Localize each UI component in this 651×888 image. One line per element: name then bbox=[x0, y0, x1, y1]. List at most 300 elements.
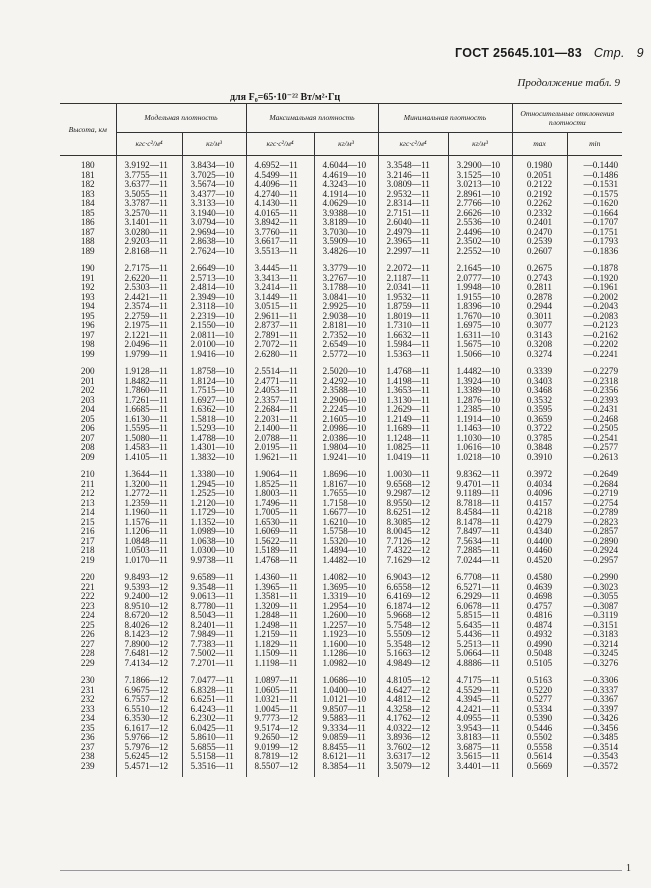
max-kg-cell: 3.9388—10 bbox=[314, 209, 378, 219]
max-kgs-cell: 3.3413—11 bbox=[246, 274, 314, 284]
max-kgs-cell: 3.8942—11 bbox=[246, 218, 314, 228]
min-kg-cell: 1.9155—10 bbox=[448, 293, 512, 303]
model-kgs-cell: 1.3200—11 bbox=[116, 480, 182, 490]
max-kgs-cell: 3.4445—11 bbox=[246, 264, 314, 274]
min-kg-cell: 1.6311—10 bbox=[448, 331, 512, 341]
min-kg-cell: 6.2929—11 bbox=[448, 592, 512, 602]
model-kg-cell: 1.2945—10 bbox=[182, 480, 246, 490]
model-kgs-cell: 2.0496—11 bbox=[116, 340, 182, 350]
height-cell: 184 bbox=[80, 198, 95, 208]
rel-max-cell: 0.5446 bbox=[512, 724, 567, 734]
model-kg-cell: 1.1729—10 bbox=[182, 508, 246, 518]
rel-max-cell: 0.3274 bbox=[512, 350, 567, 360]
min-header: min bbox=[567, 133, 622, 156]
doc-header bbox=[455, 46, 644, 60]
model-kg-cell: 2.3949—10 bbox=[182, 293, 246, 303]
rel-max-cell: 0.2262 bbox=[512, 199, 567, 209]
model-kgs-cell: 3.1401—11 bbox=[116, 218, 182, 228]
max-kgs-cell: 1.2848—11 bbox=[246, 611, 314, 621]
rel-min-cell: —0.1486 bbox=[567, 171, 622, 181]
rel-min-cell: —0.1440 bbox=[567, 161, 622, 171]
max-kg-cell: 3.1788—10 bbox=[314, 283, 378, 293]
min-kg-cell: 8.7818—11 bbox=[448, 499, 512, 509]
max-kg-cell: 8.6121—11 bbox=[314, 752, 378, 762]
height-cell: 193 bbox=[80, 291, 95, 302]
height-cell: 186 bbox=[80, 217, 95, 227]
min-kgs-cell: 8.3085—12 bbox=[378, 518, 448, 528]
max-kgs-cell: 4.0165—11 bbox=[246, 209, 314, 219]
model-kg-cell: 2.4814—10 bbox=[182, 283, 246, 293]
rel-min-cell: —0.2684 bbox=[567, 480, 622, 490]
min-kgs-cell: 3.0809—11 bbox=[378, 180, 448, 190]
unit-kgs-header: кгс·с²/м⁴ bbox=[116, 133, 182, 156]
max-kgs-cell: 4.4096—11 bbox=[246, 180, 314, 190]
model-kgs-cell: 6.1617—12 bbox=[116, 724, 182, 734]
min-kg-cell: 1.4482—10 bbox=[448, 367, 512, 377]
model-kg-cell: 6.2302—11 bbox=[182, 714, 246, 724]
rel-min-cell: —0.2924 bbox=[567, 546, 622, 556]
max-kg-cell: 1.8696—10 bbox=[314, 470, 378, 480]
max-kg-cell: 1.5320—10 bbox=[314, 537, 378, 547]
max-kg-cell: 2.9925—10 bbox=[314, 302, 378, 312]
min-kg-cell: 3.1525—10 bbox=[448, 171, 512, 181]
max-kg-cell: 3.0841—10 bbox=[314, 293, 378, 303]
table-row bbox=[60, 453, 622, 463]
model-kg-cell: 9.3548—11 bbox=[182, 583, 246, 593]
height-cell: 233 bbox=[80, 703, 95, 714]
model-kgs-cell: 1.2359—11 bbox=[116, 499, 182, 509]
max-kgs-cell: 3.6617—11 bbox=[246, 237, 314, 247]
height-cell: 197 bbox=[80, 329, 95, 340]
rel-max-cell: 0.2401 bbox=[512, 218, 567, 228]
model-kgs-cell: 6.5510—12 bbox=[116, 705, 182, 715]
max-kgs-cell: 8.5507—12 bbox=[246, 762, 314, 772]
max-kgs-cell: 4.2740—11 bbox=[246, 190, 314, 200]
min-kg-cell: 5.6435—11 bbox=[448, 621, 512, 631]
max-kg-cell: 1.0400—10 bbox=[314, 686, 378, 696]
height-cell: 239 bbox=[80, 760, 95, 771]
unit-kgs-header: кгс·с²/м⁴ bbox=[246, 133, 314, 156]
max-kg-cell: 1.0121—10 bbox=[314, 695, 378, 705]
rel-min-cell: —0.3367 bbox=[567, 695, 622, 705]
min-kgs-cell: 2.0341—11 bbox=[378, 283, 448, 293]
max-header: max bbox=[512, 133, 567, 156]
min-kg-cell: 1.8396—10 bbox=[448, 302, 512, 312]
rel-max-cell: 0.4520 bbox=[512, 556, 567, 566]
min-kgs-cell: 7.7126—12 bbox=[378, 537, 448, 547]
max-kgs-cell: 9.5174—12 bbox=[246, 724, 314, 734]
max-kgs-cell: 2.7072—11 bbox=[246, 340, 314, 350]
model-kgs-cell: 1.1206—11 bbox=[116, 527, 182, 537]
min-kg-cell: 5.2513—11 bbox=[448, 640, 512, 650]
rel-min-cell: —0.1751 bbox=[567, 228, 622, 238]
rel-max-cell: 0.2607 bbox=[512, 247, 567, 257]
min-kg-cell: 1.0616—10 bbox=[448, 443, 512, 453]
rel-min-cell: —0.1836 bbox=[567, 247, 622, 257]
max-kgs-cell: 9.2650—12 bbox=[246, 733, 314, 743]
min-kgs-cell: 2.2997—11 bbox=[378, 247, 448, 257]
max-kg-cell: 4.6044—10 bbox=[314, 161, 378, 171]
min-kgs-cell: 1.6632—11 bbox=[378, 331, 448, 341]
min-kgs-cell: 4.9849—12 bbox=[378, 659, 448, 669]
min-kg-cell: 1.9948—10 bbox=[448, 283, 512, 293]
rel-max-cell: 0.3208 bbox=[512, 340, 567, 350]
rel-max-cell: 0.5220 bbox=[512, 686, 567, 696]
height-cell: 185 bbox=[80, 207, 95, 218]
height-cell: 222 bbox=[80, 591, 95, 601]
rel-min-cell: —0.2393 bbox=[567, 396, 622, 406]
model-kg-cell: 1.2120—10 bbox=[182, 499, 246, 509]
min-kgs-cell: 1.4198—11 bbox=[378, 377, 448, 387]
model-kgs-cell: 2.7175—11 bbox=[116, 264, 182, 274]
model-kgs-cell: 6.3530—12 bbox=[116, 714, 182, 724]
table-row bbox=[60, 556, 622, 566]
height-cell: 230 bbox=[80, 675, 95, 685]
model-kg-cell: 2.7624—10 bbox=[182, 247, 246, 257]
rel-max-cell: 0.3011 bbox=[512, 312, 567, 322]
min-kg-cell: 3.6875—11 bbox=[448, 743, 512, 753]
model-kg-cell: 1.3832—10 bbox=[182, 453, 246, 463]
max-kgs-cell: 3.2414—11 bbox=[246, 283, 314, 293]
max-kgs-cell: 2.8737—11 bbox=[246, 321, 314, 331]
model-kgs-cell: 7.6481—12 bbox=[116, 649, 182, 659]
model-kgs-cell: 1.4583—11 bbox=[116, 443, 182, 453]
max-kgs-cell: 1.0045—11 bbox=[246, 705, 314, 715]
rel-max-cell: 0.5558 bbox=[512, 743, 567, 753]
min-kgs-cell: 3.2146—11 bbox=[378, 171, 448, 181]
min-kgs-cell: 3.8936—12 bbox=[378, 733, 448, 743]
height-cell: 235 bbox=[80, 722, 95, 733]
rel-max-cell: 0.3077 bbox=[512, 321, 567, 331]
max-kg-cell: 1.6677—10 bbox=[314, 508, 378, 518]
rel-min-cell: —0.3151 bbox=[567, 621, 622, 631]
rel-min-cell: —0.2754 bbox=[567, 499, 622, 509]
min-kgs-cell: 2.4979—11 bbox=[378, 228, 448, 238]
rel-max-cell: 0.3659 bbox=[512, 415, 567, 425]
min-kg-cell: 2.1645—10 bbox=[448, 264, 512, 274]
max-kgs-cell: 4.1430—11 bbox=[246, 199, 314, 209]
rel-max-cell: 0.2878 bbox=[512, 293, 567, 303]
rel-min-cell: —0.2957 bbox=[567, 556, 622, 566]
height-cell: 204 bbox=[80, 404, 95, 414]
model-kgs-cell: 8.4026—12 bbox=[116, 621, 182, 631]
height-cell: 199 bbox=[80, 348, 95, 359]
min-kg-cell: 4.2421—11 bbox=[448, 705, 512, 715]
rel-min-cell: —0.3245 bbox=[567, 649, 622, 659]
max-kgs-cell: 2.4053—11 bbox=[246, 386, 314, 396]
model-kgs-cell: 2.2759—11 bbox=[116, 312, 182, 322]
model-kgs-cell: 6.7557—12 bbox=[116, 695, 182, 705]
model-kg-cell: 9.6589—11 bbox=[182, 573, 246, 583]
rel-max-cell: 0.2944 bbox=[512, 302, 567, 312]
max-kgs-cell: 3.5513—11 bbox=[246, 247, 314, 257]
min-kg-cell: 2.2552—10 bbox=[448, 247, 512, 257]
model-kgs-cell: 1.7261—11 bbox=[116, 396, 182, 406]
max-kg-cell: 2.7352—10 bbox=[314, 331, 378, 341]
height-cell: 226 bbox=[80, 629, 95, 639]
rel-max-cell: 0.5163 bbox=[512, 676, 567, 686]
table-subtitle: для F₀=65·10⁻²² Вт/м²·Гц bbox=[230, 92, 341, 103]
model-kgs-cell: 2.1975—11 bbox=[116, 321, 182, 331]
min-kg-cell: 2.8961—10 bbox=[448, 190, 512, 200]
rel-min-cell: —0.3023 bbox=[567, 583, 622, 593]
max-kgs-cell: 2.0195—11 bbox=[246, 443, 314, 453]
height-cell: 202 bbox=[80, 385, 95, 395]
model-kg-cell: 1.2525—10 bbox=[182, 489, 246, 499]
min-kgs-cell: 3.6317—12 bbox=[378, 752, 448, 762]
rel-min-cell: —0.1531 bbox=[567, 180, 622, 190]
height-cell: 183 bbox=[80, 188, 95, 199]
height-cell: 192 bbox=[80, 282, 95, 292]
model-kg-cell: 5.8610—11 bbox=[182, 733, 246, 743]
model-kg-cell: 1.1352—10 bbox=[182, 518, 246, 528]
unit-kg-header: кг/м³ bbox=[314, 133, 378, 156]
height-cell: 207 bbox=[80, 432, 95, 443]
height-cell: 187 bbox=[80, 226, 95, 237]
model-kg-cell: 3.1940—10 bbox=[182, 209, 246, 219]
height-cell: 229 bbox=[80, 657, 95, 668]
max-kgs-cell: 3.0515—11 bbox=[246, 302, 314, 312]
model-kgs-cell: 3.6377—11 bbox=[116, 180, 182, 190]
rel-max-cell: 0.4096 bbox=[512, 489, 567, 499]
model-kg-cell: 7.2701—11 bbox=[182, 659, 246, 669]
model-kg-cell: 1.8758—10 bbox=[182, 367, 246, 377]
rel-max-cell: 0.3143 bbox=[512, 331, 567, 341]
max-kg-cell: 1.9241—10 bbox=[314, 453, 378, 463]
height-cell: 180 bbox=[80, 160, 95, 170]
height-cell: 234 bbox=[80, 713, 95, 723]
max-kg-cell: 8.3854—11 bbox=[314, 762, 378, 772]
max-kgs-cell: 1.6069—11 bbox=[246, 527, 314, 537]
col-model-density-header: Модельная плотность bbox=[116, 104, 246, 133]
min-kgs-cell: 1.1689—11 bbox=[378, 424, 448, 434]
min-kg-cell: 9.8362—11 bbox=[448, 470, 512, 480]
model-kg-cell: 1.6362—10 bbox=[182, 405, 246, 415]
model-kgs-cell: 9.8493—12 bbox=[116, 573, 182, 583]
model-kg-cell: 3.3133—10 bbox=[182, 199, 246, 209]
max-kg-cell: 1.9804—10 bbox=[314, 443, 378, 453]
min-kg-cell: 6.7708—11 bbox=[448, 573, 512, 583]
max-kgs-cell: 4.5499—11 bbox=[246, 171, 314, 181]
rel-max-cell: 0.3722 bbox=[512, 424, 567, 434]
model-kg-cell: 6.6251—11 bbox=[182, 695, 246, 705]
model-kgs-cell: 1.0503—11 bbox=[116, 546, 182, 556]
max-kg-cell: 1.6210—10 bbox=[314, 518, 378, 528]
max-kg-cell: 1.3319—10 bbox=[314, 592, 378, 602]
min-kg-cell: 2.4496—10 bbox=[448, 228, 512, 238]
model-kg-cell: 3.4377—10 bbox=[182, 190, 246, 200]
rel-max-cell: 0.3972 bbox=[512, 470, 567, 480]
max-kgs-cell: 2.2031—11 bbox=[246, 415, 314, 425]
rel-min-cell: —0.3397 bbox=[567, 705, 622, 715]
max-kg-cell: 1.7655—10 bbox=[314, 489, 378, 499]
max-kgs-cell: 1.9064—11 bbox=[246, 470, 314, 480]
rel-max-cell: 0.4218 bbox=[512, 508, 567, 518]
rel-max-cell: 0.3595 bbox=[512, 405, 567, 415]
min-kg-cell: 2.6626—10 bbox=[448, 209, 512, 219]
rel-max-cell: 0.5390 bbox=[512, 714, 567, 724]
model-kg-cell: 1.6927—10 bbox=[182, 396, 246, 406]
max-kgs-cell: 1.8525—11 bbox=[246, 480, 314, 490]
min-kgs-cell: 1.5363—11 bbox=[378, 350, 448, 360]
min-kgs-cell: 1.9532—11 bbox=[378, 293, 448, 303]
max-kgs-cell: 9.7773—12 bbox=[246, 714, 314, 724]
model-kgs-cell: 8.9510—12 bbox=[116, 602, 182, 612]
rel-min-cell: —0.3456 bbox=[567, 724, 622, 734]
min-kg-cell: 7.2885—11 bbox=[448, 546, 512, 556]
height-cell: 236 bbox=[80, 732, 95, 742]
height-cell: 209 bbox=[80, 451, 95, 462]
height-cell: 237 bbox=[80, 741, 95, 752]
max-kgs-cell: 1.7005—11 bbox=[246, 508, 314, 518]
max-kgs-cell: 1.2498—11 bbox=[246, 621, 314, 631]
model-kgs-cell: 5.6245—12 bbox=[116, 752, 182, 762]
min-kg-cell: 3.2900—10 bbox=[448, 161, 512, 171]
max-kg-cell: 2.4292—10 bbox=[314, 377, 378, 387]
model-kgs-cell: 1.9799—11 bbox=[116, 350, 182, 360]
model-kgs-cell: 5.7976—12 bbox=[116, 743, 182, 753]
rel-min-cell: —0.2083 bbox=[567, 312, 622, 322]
rel-max-cell: 0.4034 bbox=[512, 480, 567, 490]
min-kgs-cell: 2.9532—11 bbox=[378, 190, 448, 200]
height-cell: 191 bbox=[80, 272, 95, 283]
rel-max-cell: 0.2051 bbox=[512, 171, 567, 181]
rel-min-cell: —0.2577 bbox=[567, 443, 622, 453]
height-cell: 200 bbox=[80, 366, 95, 376]
min-kgs-cell: 1.3653—11 bbox=[378, 386, 448, 396]
min-kg-cell: 5.0664—11 bbox=[448, 649, 512, 659]
rel-max-cell: 0.4639 bbox=[512, 583, 567, 593]
max-kgs-cell: 1.5189—11 bbox=[246, 546, 314, 556]
rel-min-cell: —0.2613 bbox=[567, 453, 622, 463]
max-kg-cell: 8.8455—11 bbox=[314, 743, 378, 753]
table-row bbox=[60, 350, 622, 360]
height-cell: 216 bbox=[80, 526, 95, 536]
max-kg-cell: 9.8507—11 bbox=[314, 705, 378, 715]
model-kgs-cell: 2.3574—11 bbox=[116, 302, 182, 312]
min-kgs-cell: 2.8314—11 bbox=[378, 199, 448, 209]
rel-min-cell: —0.2279 bbox=[567, 367, 622, 377]
rel-max-cell: 0.4157 bbox=[512, 499, 567, 509]
rel-min-cell: —0.3485 bbox=[567, 733, 622, 743]
min-kg-cell: 9.1189—11 bbox=[448, 489, 512, 499]
rel-max-cell: 0.5614 bbox=[512, 752, 567, 762]
min-kg-cell: 8.4584—11 bbox=[448, 508, 512, 518]
rel-min-cell: —0.3214 bbox=[567, 640, 622, 650]
table-row bbox=[60, 659, 622, 669]
max-kg-cell: 4.4619—10 bbox=[314, 171, 378, 181]
min-kg-cell: 3.8183—11 bbox=[448, 733, 512, 743]
max-kg-cell: 4.1914—10 bbox=[314, 190, 378, 200]
max-kgs-cell: 2.7891—11 bbox=[246, 331, 314, 341]
model-kg-cell: 3.7025—10 bbox=[182, 171, 246, 181]
model-kg-cell: 1.0300—10 bbox=[182, 546, 246, 556]
max-kgs-cell: 2.9611—11 bbox=[246, 312, 314, 322]
model-kg-cell: 5.3516—11 bbox=[182, 762, 246, 772]
min-kg-cell: 3.5615—11 bbox=[448, 752, 512, 762]
model-kg-cell: 6.0425—11 bbox=[182, 724, 246, 734]
max-kgs-cell: 4.6952—11 bbox=[246, 161, 314, 171]
height-cell: 210 bbox=[80, 469, 95, 479]
min-kgs-cell: 3.7602—12 bbox=[378, 743, 448, 753]
max-kgs-cell: 2.3357—11 bbox=[246, 396, 314, 406]
min-kgs-cell: 1.2149—11 bbox=[378, 415, 448, 425]
height-cell: 188 bbox=[80, 236, 95, 246]
model-kg-cell: 7.7383—11 bbox=[182, 640, 246, 650]
min-kgs-cell: 1.0030—11 bbox=[378, 470, 448, 480]
max-kg-cell: 4.3243—10 bbox=[314, 180, 378, 190]
unit-kg-header: кг/м³ bbox=[182, 133, 246, 156]
min-kgs-cell: 9.6568—12 bbox=[378, 480, 448, 490]
min-kgs-cell: 4.6427—12 bbox=[378, 686, 448, 696]
min-kg-cell: 1.1030—10 bbox=[448, 434, 512, 444]
min-kg-cell: 1.2385—10 bbox=[448, 405, 512, 415]
rel-min-cell: —0.1793 bbox=[567, 237, 622, 247]
min-kgs-cell: 5.1663—12 bbox=[378, 649, 448, 659]
rel-min-cell: —0.2002 bbox=[567, 293, 622, 303]
model-kgs-cell: 2.5303—11 bbox=[116, 283, 182, 293]
rel-min-cell: —0.1575 bbox=[567, 190, 622, 200]
max-kgs-cell: 1.3965—11 bbox=[246, 583, 314, 593]
min-kgs-cell: 7.4322—12 bbox=[378, 546, 448, 556]
min-kgs-cell: 3.3548—11 bbox=[378, 161, 448, 171]
rel-max-cell: 0.4816 bbox=[512, 611, 567, 621]
model-kgs-cell: 2.6220—11 bbox=[116, 274, 182, 284]
max-kg-cell: 2.6549—10 bbox=[314, 340, 378, 350]
rel-min-cell: —0.2241 bbox=[567, 350, 622, 360]
model-kg-cell: 9.9738—11 bbox=[182, 556, 246, 566]
model-kgs-cell: 1.1960—11 bbox=[116, 508, 182, 518]
min-kg-cell: 8.1478—11 bbox=[448, 518, 512, 528]
model-kgs-cell: 2.4421—11 bbox=[116, 293, 182, 303]
table-row bbox=[60, 247, 622, 257]
max-kg-cell: 1.1923—10 bbox=[314, 630, 378, 640]
height-cell: 215 bbox=[80, 516, 95, 527]
max-kg-cell: 9.5883—11 bbox=[314, 714, 378, 724]
max-kg-cell: 3.5909—10 bbox=[314, 237, 378, 247]
rel-min-cell: —0.2162 bbox=[567, 331, 622, 341]
height-cell: 182 bbox=[80, 179, 95, 189]
max-kg-cell: 2.1605—10 bbox=[314, 415, 378, 425]
model-kgs-cell: 3.3787—11 bbox=[116, 199, 182, 209]
model-kgs-cell: 3.9192—11 bbox=[116, 161, 182, 171]
min-kgs-cell: 9.2987—12 bbox=[378, 489, 448, 499]
min-kgs-cell: 6.6558—12 bbox=[378, 583, 448, 593]
max-kg-cell: 2.5772—10 bbox=[314, 350, 378, 360]
height-cell: 205 bbox=[80, 413, 95, 424]
min-kgs-cell: 1.8759—11 bbox=[378, 302, 448, 312]
min-kgs-cell: 4.1762—12 bbox=[378, 714, 448, 724]
min-kg-cell: 9.4701—11 bbox=[448, 480, 512, 490]
max-kg-cell: 1.2954—10 bbox=[314, 602, 378, 612]
model-kgs-cell: 1.7860—11 bbox=[116, 386, 182, 396]
max-kgs-cell: 8.7819—12 bbox=[246, 752, 314, 762]
unit-kg-header: кг/м³ bbox=[448, 133, 512, 156]
max-kg-cell: 1.8167—10 bbox=[314, 480, 378, 490]
max-kgs-cell: 3.7760—11 bbox=[246, 228, 314, 238]
max-kgs-cell: 2.0788—11 bbox=[246, 434, 314, 444]
page-corner-mark: 1 bbox=[626, 863, 631, 874]
min-kg-cell: 4.7175—11 bbox=[448, 676, 512, 686]
model-kg-cell: 3.8434—10 bbox=[182, 161, 246, 171]
rel-min-cell: —0.2123 bbox=[567, 321, 622, 331]
max-kg-cell: 1.4482—10 bbox=[314, 556, 378, 566]
rel-min-cell: —0.2505 bbox=[567, 424, 622, 434]
model-kgs-cell: 2.9203—11 bbox=[116, 237, 182, 247]
min-kg-cell: 3.0213—10 bbox=[448, 180, 512, 190]
model-kgs-cell: 5.9766—12 bbox=[116, 733, 182, 743]
min-kg-cell: 2.7766—10 bbox=[448, 199, 512, 209]
